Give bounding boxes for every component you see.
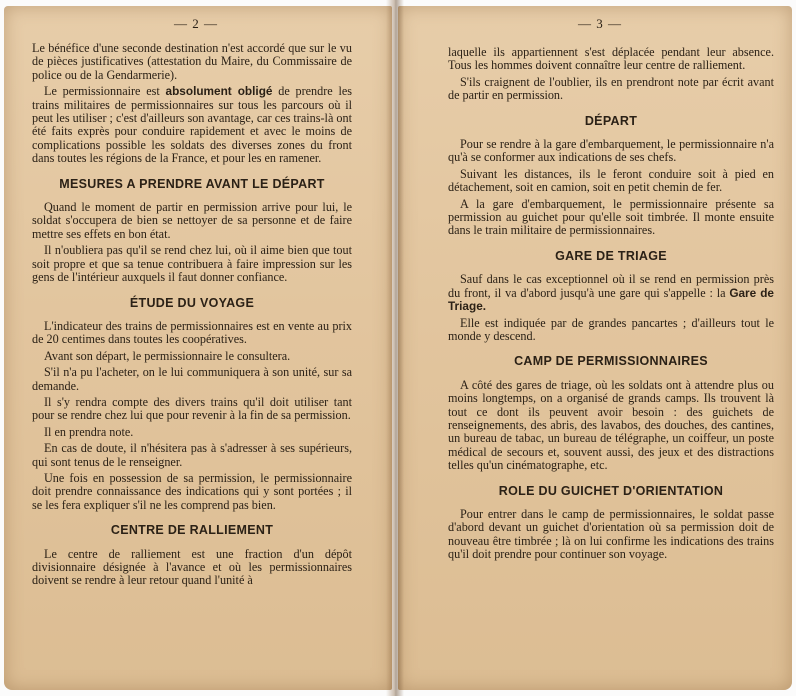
page-number-right: — 3 —: [578, 16, 622, 31]
paragraph: Il n'oubliera pas qu'il se rend chez lui, où il aime bien que tout soit propre et que sa tenue contribuera à faire impression sur les gens de l'intérieur auxquels il faut donner confiance.: [32, 243, 352, 285]
paragraph: L'indicateur des trains de permissionnaires est en vente au prix de 20 centimes dans toutes les coopératives.: [32, 318, 352, 347]
left-page: [4, 6, 392, 690]
center-fold: [386, 0, 404, 696]
paragraph: Quand le moment de partir en permission arrive pour lui, le soldat s'occupera de bien se nettoyer de sa personne et de faire mettre ses effets en bon état.: [32, 200, 352, 241]
right-page: [398, 6, 792, 690]
left-page-text: [32, 42, 352, 591]
section-heading: MESURES A PRENDRE AVANT LE DÉPART: [59, 176, 325, 191]
section-heading: ÉTUDE DU VOYAGE: [129, 295, 255, 310]
paragraph: A côté des gares de triage, où les soldats ont à attendre plus ou moins longtemps, on a organisé de grands camps. Ils trouvent là tout ce dont ils peuvent avoir besoin : des guichets de renseignements, des abris, des lavabos, des douches, des cantines, un bureau de tabac, un bureau de télégraphe, un coiffeur, un poste médical de secours et, souvent aussi, des jeux et des distractions telles qu'un cinématographe, etc.: [448, 377, 774, 473]
paragraph: Il s'y rendra compte des divers trains qu'il doit utiliser tant pour se rendre chez lui que pour revenir à la fin de sa permission.: [32, 394, 352, 423]
paragraph: S'ils craignent de l'oublier, ils en prendront note par écrit avant de partir en permission.: [448, 74, 774, 103]
section-heading: CAMP DE PERMISSIONNAIRES: [514, 354, 708, 369]
paragraph: Le bénéfice d'une seconde destination n'est accordé que sur le vu de pièces justificatives (attestation du Maire, du Commissaire de police ou de la Gendarmerie).: [32, 41, 352, 82]
emphasis: Gare de Triage.: [448, 285, 774, 314]
paragraph: Une fois en possession de sa permission, le permissionnaire doit prendre connaissance des indications qui y sont portées ; il se les fera expliquer s'il ne les comprend pas bien.: [32, 470, 352, 512]
emphasis: absolument obligé: [165, 84, 273, 99]
right-page-text: [448, 46, 774, 565]
paragraph: Le permissionnaire est absolument obligé de prendre les trains militaires de permissionnaires sur tous les parcours où il peut les utiliser ; c'est d'ailleurs son avantage, car ces trains-là ont été faits exprès pour conduire rapidement et avec le moins de complications possible les soldats des diverses zones du front dans toutes les régions de la France, et pour les en ramener.: [32, 84, 353, 166]
section-heading: GARE DE TRIAGE: [555, 248, 667, 263]
paragraph: Il en prendra note.: [44, 424, 134, 439]
paragraph: S'il n'a pu l'acheter, on le lui communiquera à son unité, sur sa demande.: [32, 365, 352, 393]
section-heading: ROLE DU GUICHET D'ORIENTATION: [498, 483, 724, 498]
section-heading: CENTRE DE RALLIEMENT: [110, 523, 274, 538]
paragraph: En cas de doute, il n'hésitera pas à s'adresser à ses supérieurs, qui sont tenus de le renseigner.: [32, 441, 352, 469]
paragraph: Suivant les distances, ils le feront conduire soit à pied en détachement, soit en camion, soit en petit chemin de fer.: [448, 166, 774, 195]
paragraph: laquelle ils appartiennent s'est déplacée pendant leur absence. Tous les hommes doivent connaître leur centre de ralliement.: [448, 45, 774, 73]
paragraph: Elle est indiquée par de grandes pancartes ; d'ailleurs tout le monde y descend.: [448, 315, 774, 343]
paragraph: Pour se rendre à la gare d'embarquement, le permissionnaire n'a qu'à se conformer aux indications de ses chefs.: [448, 137, 774, 165]
paragraph: Sauf dans le cas exceptionnel où il se rend en permission près du front, il va d'abord jusqu'à une gare qui s'appelle : la Gare de Triage.: [448, 272, 774, 314]
paragraph: Avant son départ, le permissionnaire le consultera.: [44, 348, 291, 363]
page-number-left: — 2 —: [174, 16, 218, 31]
paragraph: Le centre de ralliement est une fraction d'un dépôt divisionnaire désignée à l'avance et où les permissionnaires doivent se rendre à leur retour quand l'unité à: [32, 546, 352, 588]
paragraph: A la gare d'embarquement, le permissionnaire présente sa permission au guichet pour qu'elle soit timbrée. Il monte ensuite dans le train militaire de permissionnaires.: [448, 196, 774, 238]
paragraph: Pour entrer dans le camp de permissionnaires, le soldat passe d'abord devant un guichet d'orientation où sa permission doit de nouveau être timbrée ; là on lui confirme les indications des trains qu'il doit prendre pour continuer son voyage.: [448, 506, 774, 562]
section-heading: DÉPART: [584, 113, 638, 128]
